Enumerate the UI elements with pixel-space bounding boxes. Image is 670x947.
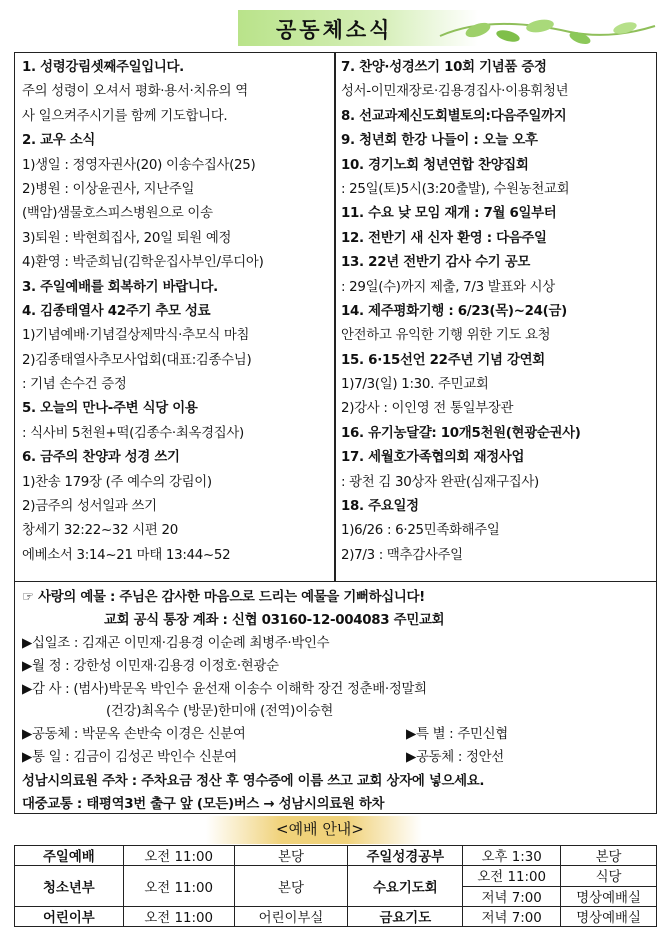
table-cell: 금요기도 — [348, 906, 463, 926]
right-item-line: 안전하고 유익한 기행 위한 기도 요청 — [341, 328, 551, 344]
left-item-heading: 1. 성령강림셋째주일입니다. — [22, 60, 184, 75]
table-cell: 청소년부 — [15, 866, 124, 907]
right-item-line: 2)7/3 : 맥추감사주일 — [341, 547, 463, 563]
leaf-decoration-icon — [430, 6, 660, 50]
right-item-heading: 12. 전반기 새 신자 환영 : 다음주일 — [341, 230, 547, 246]
table-cell: 저녁 7:00 — [463, 906, 561, 926]
table-cell: 어린이부실 — [234, 906, 348, 926]
page-title: 공동체소식 — [276, 18, 393, 42]
left-item-heading: 4. 김종태열사 42주기 추모 성료 — [22, 303, 211, 319]
offering-line: ☞ 사랑의 예물 : 주님은 감사한 마음으로 드리는 예물을 기뻐하십니다! — [22, 590, 425, 605]
left-item-line: 1)생일 : 정영자권사(20) 이송수집사(25) — [22, 157, 256, 173]
schedule-title: <예배 안내> — [276, 820, 364, 838]
right-item-heading: 11. 수요 낮 모임 재개 : 7월 6일부터 — [341, 206, 557, 222]
right-item-heading: 16. 유기농달걀: 10개5천원(현광순권사) — [341, 425, 581, 441]
left-item-line: : 기념 손수건 증정 — [22, 377, 127, 393]
left-item-line: 사 일으켜주시기를 함께 기도합니다. — [22, 108, 228, 124]
table-cell: 식당 — [561, 866, 657, 886]
role-gamsa-cont: (건강)최옥수 (방문)한미애 (전역)이승현 — [106, 704, 333, 719]
table-row — [15, 906, 657, 926]
table-cell: 본당 — [234, 866, 348, 907]
left-item-line: 창세기 32:22~32 시편 20 — [22, 523, 178, 539]
right-item-line: : 25일(토)5시(3:20출발), 수원농천교회 — [341, 181, 570, 197]
right-item-heading: 18. 주요일정 — [341, 499, 419, 515]
table-row — [15, 846, 657, 866]
parking-notice: 성남시의료원 주차 : 주차요금 정산 후 영수증에 이름 쓰고 교회 상자에 넣으세요. — [22, 774, 485, 789]
left-item-line: 2)금주의 성서일과 쓰기 — [22, 499, 157, 515]
right-item-heading: 13. 22년 전반기 감사 수기 공모 — [341, 255, 531, 271]
left-item-line: 에베소서 3:14~21 마태 13:44~52 — [22, 547, 231, 563]
table-cell: 오전 11:00 — [123, 906, 234, 926]
right-item-heading: 14. 제주평화기행 : 6/23(목)~24(금) — [341, 303, 567, 319]
left-item-heading: 6. 금주의 찬양과 성경 쓰기 — [22, 450, 180, 466]
account-line: 교회 공식 통장 계좌 : 신협 03160-12-004083 주민교회 — [104, 613, 445, 628]
table-cell: 명상예배실 — [561, 906, 657, 926]
right-item-heading: 10. 경기노회 청년연합 찬양집회 — [341, 157, 529, 173]
left-item-line: 2)김종태열사추모사업회(대표:김종수님) — [22, 352, 252, 368]
left-item-line: 2)병원 : 이상윤권사, 지난주일 — [22, 181, 195, 197]
left-item-line: 4)환영 : 박준희님(김학운집사부인/루디아) — [22, 255, 264, 271]
table-cell: 주일예배 — [15, 846, 124, 866]
right-item-line: 성서-이민재장로·김용경집사·이용휘청년 — [341, 84, 569, 100]
right-item-line: : 광천 김 30상자 완판(심재구집사) — [341, 474, 539, 490]
table-row — [15, 866, 657, 886]
table-cell: 본당 — [234, 846, 348, 866]
role-gongdongche: ▶공동체 : 박문옥 손반숙 이경은 신분여 — [22, 727, 246, 742]
role-woljeong: ▶월 정 : 강한성 이민재·김용경 이정호·현광순 — [22, 659, 279, 674]
role-gamsa: ▶감 사 : (범사)박문옥 박인수 윤선재 이송수 이해학 장건 정춘배·정말희 — [22, 682, 427, 697]
column-divider — [334, 52, 336, 582]
right-item-line: 1)6/26 : 6·25민족화해주일 — [341, 523, 500, 539]
table-cell: 오전 11:00 — [463, 866, 561, 886]
right-item-line: 1)7/3(일) 1:30. 주민교회 — [341, 377, 489, 393]
left-item-line: : 식사비 5천원+떡(김종수·최옥경집사) — [22, 425, 244, 441]
table-cell: 저녁 7:00 — [463, 886, 561, 906]
right-item-heading: 17. 세월호가족협의회 재정사업 — [341, 450, 525, 466]
table-cell: 본당 — [561, 846, 657, 866]
left-item-heading: 5. 오늘의 만나-주변 식당 이용 — [22, 401, 198, 417]
left-item-heading: 2. 교우 소식 — [22, 133, 96, 149]
right-item-heading: 7. 찬양·성경쓰기 10회 기념품 증정 — [341, 60, 547, 75]
left-item-heading: 3. 주일예배를 회복하기 바랍니다. — [22, 279, 218, 295]
left-item-line: 3)퇴원 : 박현희집사, 20일 퇴원 예정 — [22, 230, 232, 246]
left-item-line: 1)찬송 179장 (주 예수의 강림이) — [22, 474, 212, 490]
left-item-line: 주의 성령이 오셔서 평화·용서·치유의 역 — [22, 84, 248, 100]
worship-schedule-table — [14, 845, 657, 927]
table-cell: 어린이부 — [15, 906, 124, 926]
table-cell: 오전 11:00 — [123, 846, 234, 866]
right-column — [341, 56, 655, 568]
left-item-line: 1)기념예배·기념걸상제막식·추모식 마침 — [22, 328, 250, 344]
table-cell: 오전 11:00 — [123, 866, 234, 907]
right-item-heading: 8. 선교과제신도회별토의:다음주일까지 — [341, 108, 567, 124]
right-item-line: : 29일(수)까지 제출, 7/3 발표와 시상 — [341, 279, 555, 295]
role-gongdongche-2: ▶공동체 : 정안선 — [406, 750, 504, 765]
right-item-line: 2)강사 : 이인영 전 통일부장관 — [341, 401, 514, 417]
table-cell: 주일성경공부 — [348, 846, 463, 866]
right-item-heading: 9. 청년회 한강 나들이 : 오늘 오후 — [341, 133, 538, 149]
role-sipilcho: ▶십일조 : 김재곤 이민재·김용경 이순례 최병주·박인수 — [22, 636, 330, 651]
role-tongil: ▶통 일 : 김금이 김성곤 박인수 신분여 — [22, 750, 237, 765]
role-teukbyeol: ▶특 별 : 주민신협 — [406, 727, 508, 742]
table-cell: 수요기도회 — [348, 866, 463, 907]
left-column — [22, 56, 332, 568]
left-item-line: (백암)샘물호스피스병원으로 이송 — [22, 206, 213, 222]
transit-notice: 대중교통 : 태평역3번 출구 앞 (모든)버스 → 성남시의료원 하차 — [22, 797, 385, 812]
right-item-heading: 15. 6·15선언 22주년 기념 강연회 — [341, 352, 545, 368]
table-cell: 오후 1:30 — [463, 846, 561, 866]
table-cell: 명상예배실 — [561, 886, 657, 906]
